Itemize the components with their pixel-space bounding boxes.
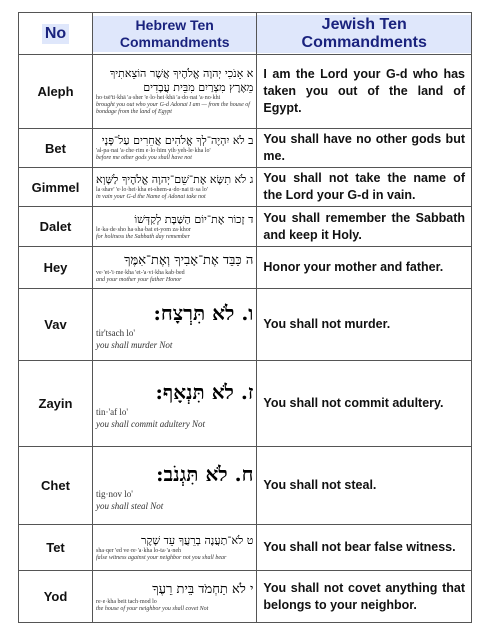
table-row xyxy=(19,129,472,168)
hebrew-cell xyxy=(93,247,257,289)
table-row xyxy=(19,447,472,525)
gloss: for holiness the Sabbath day remember xyxy=(96,233,190,240)
row-number: Aleph xyxy=(19,55,93,129)
commandments-table xyxy=(18,12,472,623)
hebrew-cell xyxy=(93,289,257,361)
hebrew-cell xyxy=(93,55,257,129)
gloss: in vain your G-d the Name of Adonai take not xyxy=(96,194,206,200)
hebrew-text: ה כַּבֵּד אֶת־אָבִיךָ וְאֶת־אִמֶּךָ xyxy=(124,252,254,268)
transliteration: sha·qer 'ed ve·re·'a·kha lo-ta·'a·neh xyxy=(96,547,182,554)
hebrew-cell xyxy=(93,447,257,525)
transliteration: le·ka·de·sho ha·sha·bat et-yom za·khor xyxy=(96,226,191,233)
english-text: You shall not murder. xyxy=(257,289,472,361)
hebrew-cell xyxy=(93,207,257,247)
gloss: you shall murder Not xyxy=(96,339,173,350)
hebrew-cell xyxy=(93,168,257,207)
hebrew-text: ד זָכוֹר אֶת־יוֹם הַשַּׁבָּת לְקַדְּשׁוֹ xyxy=(134,212,254,226)
header-hebrew-cell xyxy=(93,13,257,55)
row-number: Yod xyxy=(19,571,93,623)
table-row xyxy=(19,525,472,571)
transliteration: tin·'af lo' xyxy=(96,406,128,417)
row-number: Dalet xyxy=(19,207,93,247)
row-number: Tet xyxy=(19,525,93,571)
gloss: false witness against your neighbor not you shall bear xyxy=(96,554,227,561)
table-row xyxy=(19,289,472,361)
hebrew-text: ח. לֹא תִּגְנֹב: xyxy=(156,461,254,486)
hebrew-text: ז. לֹא תִּנְאָף: xyxy=(155,379,254,404)
table-row xyxy=(19,247,472,289)
header-jewish-cell xyxy=(257,13,472,55)
transliteration: 'al-pa·nai 'a·che·rim e·lo·him yih·yeh-le·kha lo' xyxy=(96,148,211,154)
row-number: Zayin xyxy=(19,361,93,447)
english-text: You shall not take the name of the Lord your G-d in vain. xyxy=(257,168,472,207)
gloss: brought you out who your G-d Adonai I am — from the house of bondage from the land of Egypt xyxy=(96,102,250,115)
row-number: Bet xyxy=(19,129,93,168)
gloss: you shall steal Not xyxy=(96,500,164,511)
table-row xyxy=(19,168,472,207)
header-no: No xyxy=(42,24,69,44)
english-text: You shall not covet anything that belongs to your neighbor. xyxy=(257,571,472,623)
hebrew-cell xyxy=(93,525,257,571)
transliteration: la·shav' 'e·lo·hei·kha et-shem-a·do·nai ti·sa lo' xyxy=(96,187,208,193)
hebrew-cell xyxy=(93,129,257,168)
transliteration: tig·nov lo' xyxy=(96,488,133,499)
hebrew-text: ב לֹא יִהְיֶה־לְךָ אֱלֹהִים אֲחֵרִים עַל־פָּנָי xyxy=(101,134,254,147)
hebrew-text: א אָנֹכִי יְהוָה אֱלֹהֶיךָ אֲשֶׁר הוֹצֵאתִיךָ מֵאֶרֶץ מִצְרַיִם מִבֵּית עֲבָדִים xyxy=(109,67,254,94)
gloss: and your mother your father Honor xyxy=(96,276,182,283)
row-number: Vav xyxy=(19,289,93,361)
gloss: the house of your neighbor you shall covet Not xyxy=(96,605,209,612)
hebrew-text: י לֹא תַחְמֹד בֵּית רֵעֶךָ xyxy=(152,581,254,597)
header-row xyxy=(19,13,472,55)
gloss: you shall commit adultery Not xyxy=(96,418,205,429)
row-number: Chet xyxy=(19,447,93,525)
transliteration: tir'tsach lo' xyxy=(96,327,135,338)
table-row xyxy=(19,207,472,247)
transliteration: ho·tsē'ti·khā 'a·sher 'e·lo·hei·khā 'a·do·nai 'a·no·khi xyxy=(96,95,221,101)
english-text: Honor your mother and father. xyxy=(257,247,472,289)
english-text: You shall remember the Sabbath and keep it Holy. xyxy=(257,207,472,247)
english-text: You shall not commit adultery. xyxy=(257,361,472,447)
hebrew-text: ו. לֹא תִּרְצָח: xyxy=(153,300,254,325)
table-row xyxy=(19,361,472,447)
english-text: I am the Lord your G-d who has taken you out of the land of Egypt. xyxy=(257,55,472,129)
row-number: Hey xyxy=(19,247,93,289)
transliteration: re·e·kha beit tach·mod lo xyxy=(96,598,157,605)
english-text: You shall not bear false witness. xyxy=(257,525,472,571)
gloss: before me other gods you shall have not xyxy=(96,155,192,161)
header-jewish: Jewish Ten Commandments xyxy=(257,15,471,53)
transliteration: ve·'et-'i·me·kha 'et-'a·vi·kha kab·bed xyxy=(96,269,185,276)
english-text: You shall not steal. xyxy=(257,447,472,525)
hebrew-cell xyxy=(93,571,257,623)
hebrew-cell xyxy=(93,361,257,447)
header-no-cell xyxy=(19,13,93,55)
hebrew-text: ג לֹא תִשָּׂא אֶת־שֵׁם־יְהוָה אֱלֹהֶיךָ לַשָּׁוְא xyxy=(96,173,254,186)
table-row xyxy=(19,55,472,129)
english-text: You shall have no other gods but me. xyxy=(257,129,472,168)
row-number: Gimmel xyxy=(19,168,93,207)
header-hebrew: Hebrew Ten Commandments xyxy=(93,16,256,52)
table-row xyxy=(19,571,472,623)
hebrew-text: ט לֹא־תַעֲנֶה בְרֵעֲךָ עֵד שָׁקֶר xyxy=(141,533,254,547)
